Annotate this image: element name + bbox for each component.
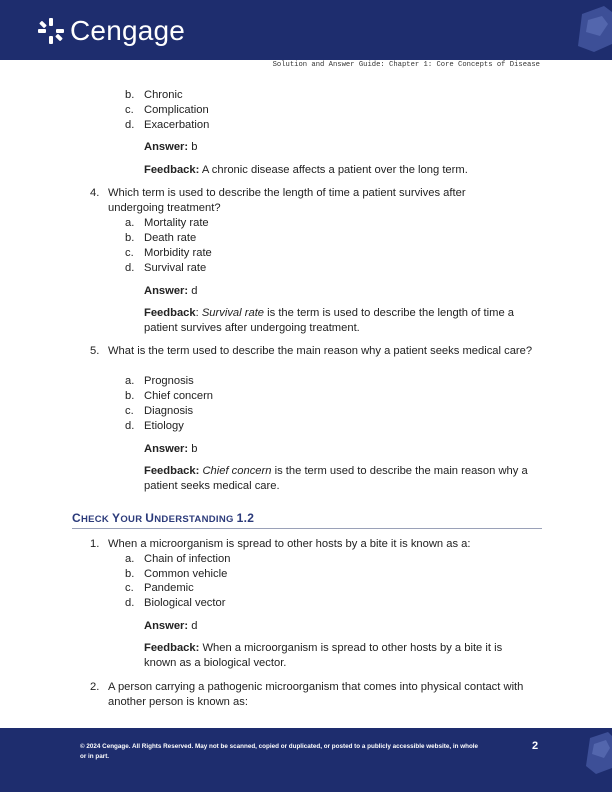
question-number: 5.: [90, 345, 100, 357]
answer-value: b: [191, 141, 198, 153]
option-text: Common vehicle: [144, 568, 228, 580]
option-letter: b.: [125, 390, 135, 402]
answer-label: Answer:: [144, 620, 189, 632]
answer-value: d: [191, 285, 198, 297]
heading-smallcaps: NDERSTANDING: [154, 514, 237, 525]
feedback-text: When a microorganism is spread to other hosts by a bite it is known as a biological vector.: [144, 642, 503, 669]
question-text: A person carrying a pathogenic microorganism that comes into physical contact with another person is known as:: [108, 681, 524, 708]
option-text: Death rate: [144, 232, 197, 244]
answer-line: [144, 140, 197, 155]
feedback-term: Chief concern: [202, 465, 272, 477]
option-letter: d.: [125, 597, 135, 609]
feedback-label: Feedback:: [144, 164, 200, 176]
answer-line: [144, 619, 197, 634]
question-text: What is the term used to describe the main reason why a patient seeks medical care?: [108, 345, 533, 357]
feedback-label: Feedback: [144, 307, 196, 319]
question-text: Which term is used to describe the length of time a patient survives after undergoing treatment?: [108, 187, 466, 214]
option-text: Chronic: [144, 89, 183, 101]
option-text: Chain of infection: [144, 553, 231, 565]
question-number: 1.: [90, 538, 100, 550]
option-letter: c.: [125, 582, 134, 594]
option-text: Pandemic: [144, 582, 194, 594]
answer-label: Answer:: [144, 443, 189, 455]
option-letter: a.: [125, 217, 135, 229]
heading-smallcaps: HECK: [80, 514, 113, 525]
feedback-line: [144, 464, 530, 494]
option-text: Etiology: [144, 420, 184, 432]
corner-decoration-icon: [582, 728, 612, 792]
page-number: 2: [532, 740, 539, 752]
option-letter: d.: [125, 262, 135, 274]
answer-line: [144, 284, 197, 299]
running-head: Solution and Answer Guide: Chapter 1: Core Concepts of Disease: [272, 61, 540, 69]
option-letter: d.: [125, 420, 135, 432]
option-text: Biological vector: [144, 597, 226, 609]
section-divider: [72, 528, 542, 529]
option-letter: b.: [125, 232, 135, 244]
heading-number: 1.2: [236, 511, 255, 525]
copyright-notice: © 2024 Cengage. All Rights Reserved. May not be scanned, copied or duplicated, or posted to a publicly accessible website, in whole or in part.: [80, 743, 479, 760]
heading-smallcaps: OUR: [120, 514, 146, 525]
option-text: Diagnosis: [144, 405, 194, 417]
option-letter: c.: [125, 104, 134, 116]
answer-line: [144, 442, 197, 457]
option-text: Morbidity rate: [144, 247, 212, 259]
heading-cap: Y: [112, 511, 121, 525]
option-text: Chief concern: [144, 390, 214, 402]
feedback-text: is the term is used to describe the length of time a patient survives after undergoing treatment.: [144, 307, 515, 334]
logo-wordmark: Cengage: [70, 15, 186, 46]
cengage-logo: [36, 16, 185, 46]
question-number: 2.: [90, 681, 100, 693]
feedback-colon: :: [195, 307, 202, 319]
answer-value: d: [191, 620, 198, 632]
feedback-line: [144, 641, 534, 671]
option-text: Prognosis: [144, 375, 194, 387]
option-letter: b.: [125, 568, 135, 580]
answer-label: Answer:: [144, 285, 189, 297]
feedback-text: A chronic disease affects a patient over the long term.: [201, 164, 468, 176]
option-text: Mortality rate: [144, 217, 209, 229]
feedback-term: Survival rate: [201, 307, 265, 319]
section-heading: [72, 511, 254, 525]
answer-label: Answer:: [144, 141, 189, 153]
feedback-line: [144, 163, 468, 178]
corner-decoration-icon: [572, 0, 612, 60]
option-text: Exacerbation: [144, 119, 210, 131]
feedback-label: Feedback:: [144, 465, 200, 477]
option-letter: d.: [125, 119, 135, 131]
question-text: When a microorganism is spread to other hosts by a bite it is known as a:: [108, 538, 471, 550]
cengage-logo-icon: [36, 16, 66, 46]
option-letter: c.: [125, 247, 134, 259]
page-footer-band: [0, 728, 612, 792]
option-letter: a.: [125, 553, 135, 565]
feedback-line: [144, 306, 536, 336]
option-text: Survival rate: [144, 262, 207, 274]
answer-value: b: [191, 443, 198, 455]
page-header-band: [0, 0, 612, 60]
option-text: Complication: [144, 104, 209, 116]
option-letter: a.: [125, 375, 135, 387]
heading-cap: U: [145, 511, 155, 525]
option-letter: c.: [125, 405, 134, 417]
option-letter: b.: [125, 89, 135, 101]
feedback-label: Feedback:: [144, 642, 200, 654]
question-number: 4.: [90, 187, 100, 199]
heading-cap: C: [72, 511, 81, 525]
feedback-text: is the term used to describe the main reason why a patient seeks medical care.: [144, 465, 528, 492]
